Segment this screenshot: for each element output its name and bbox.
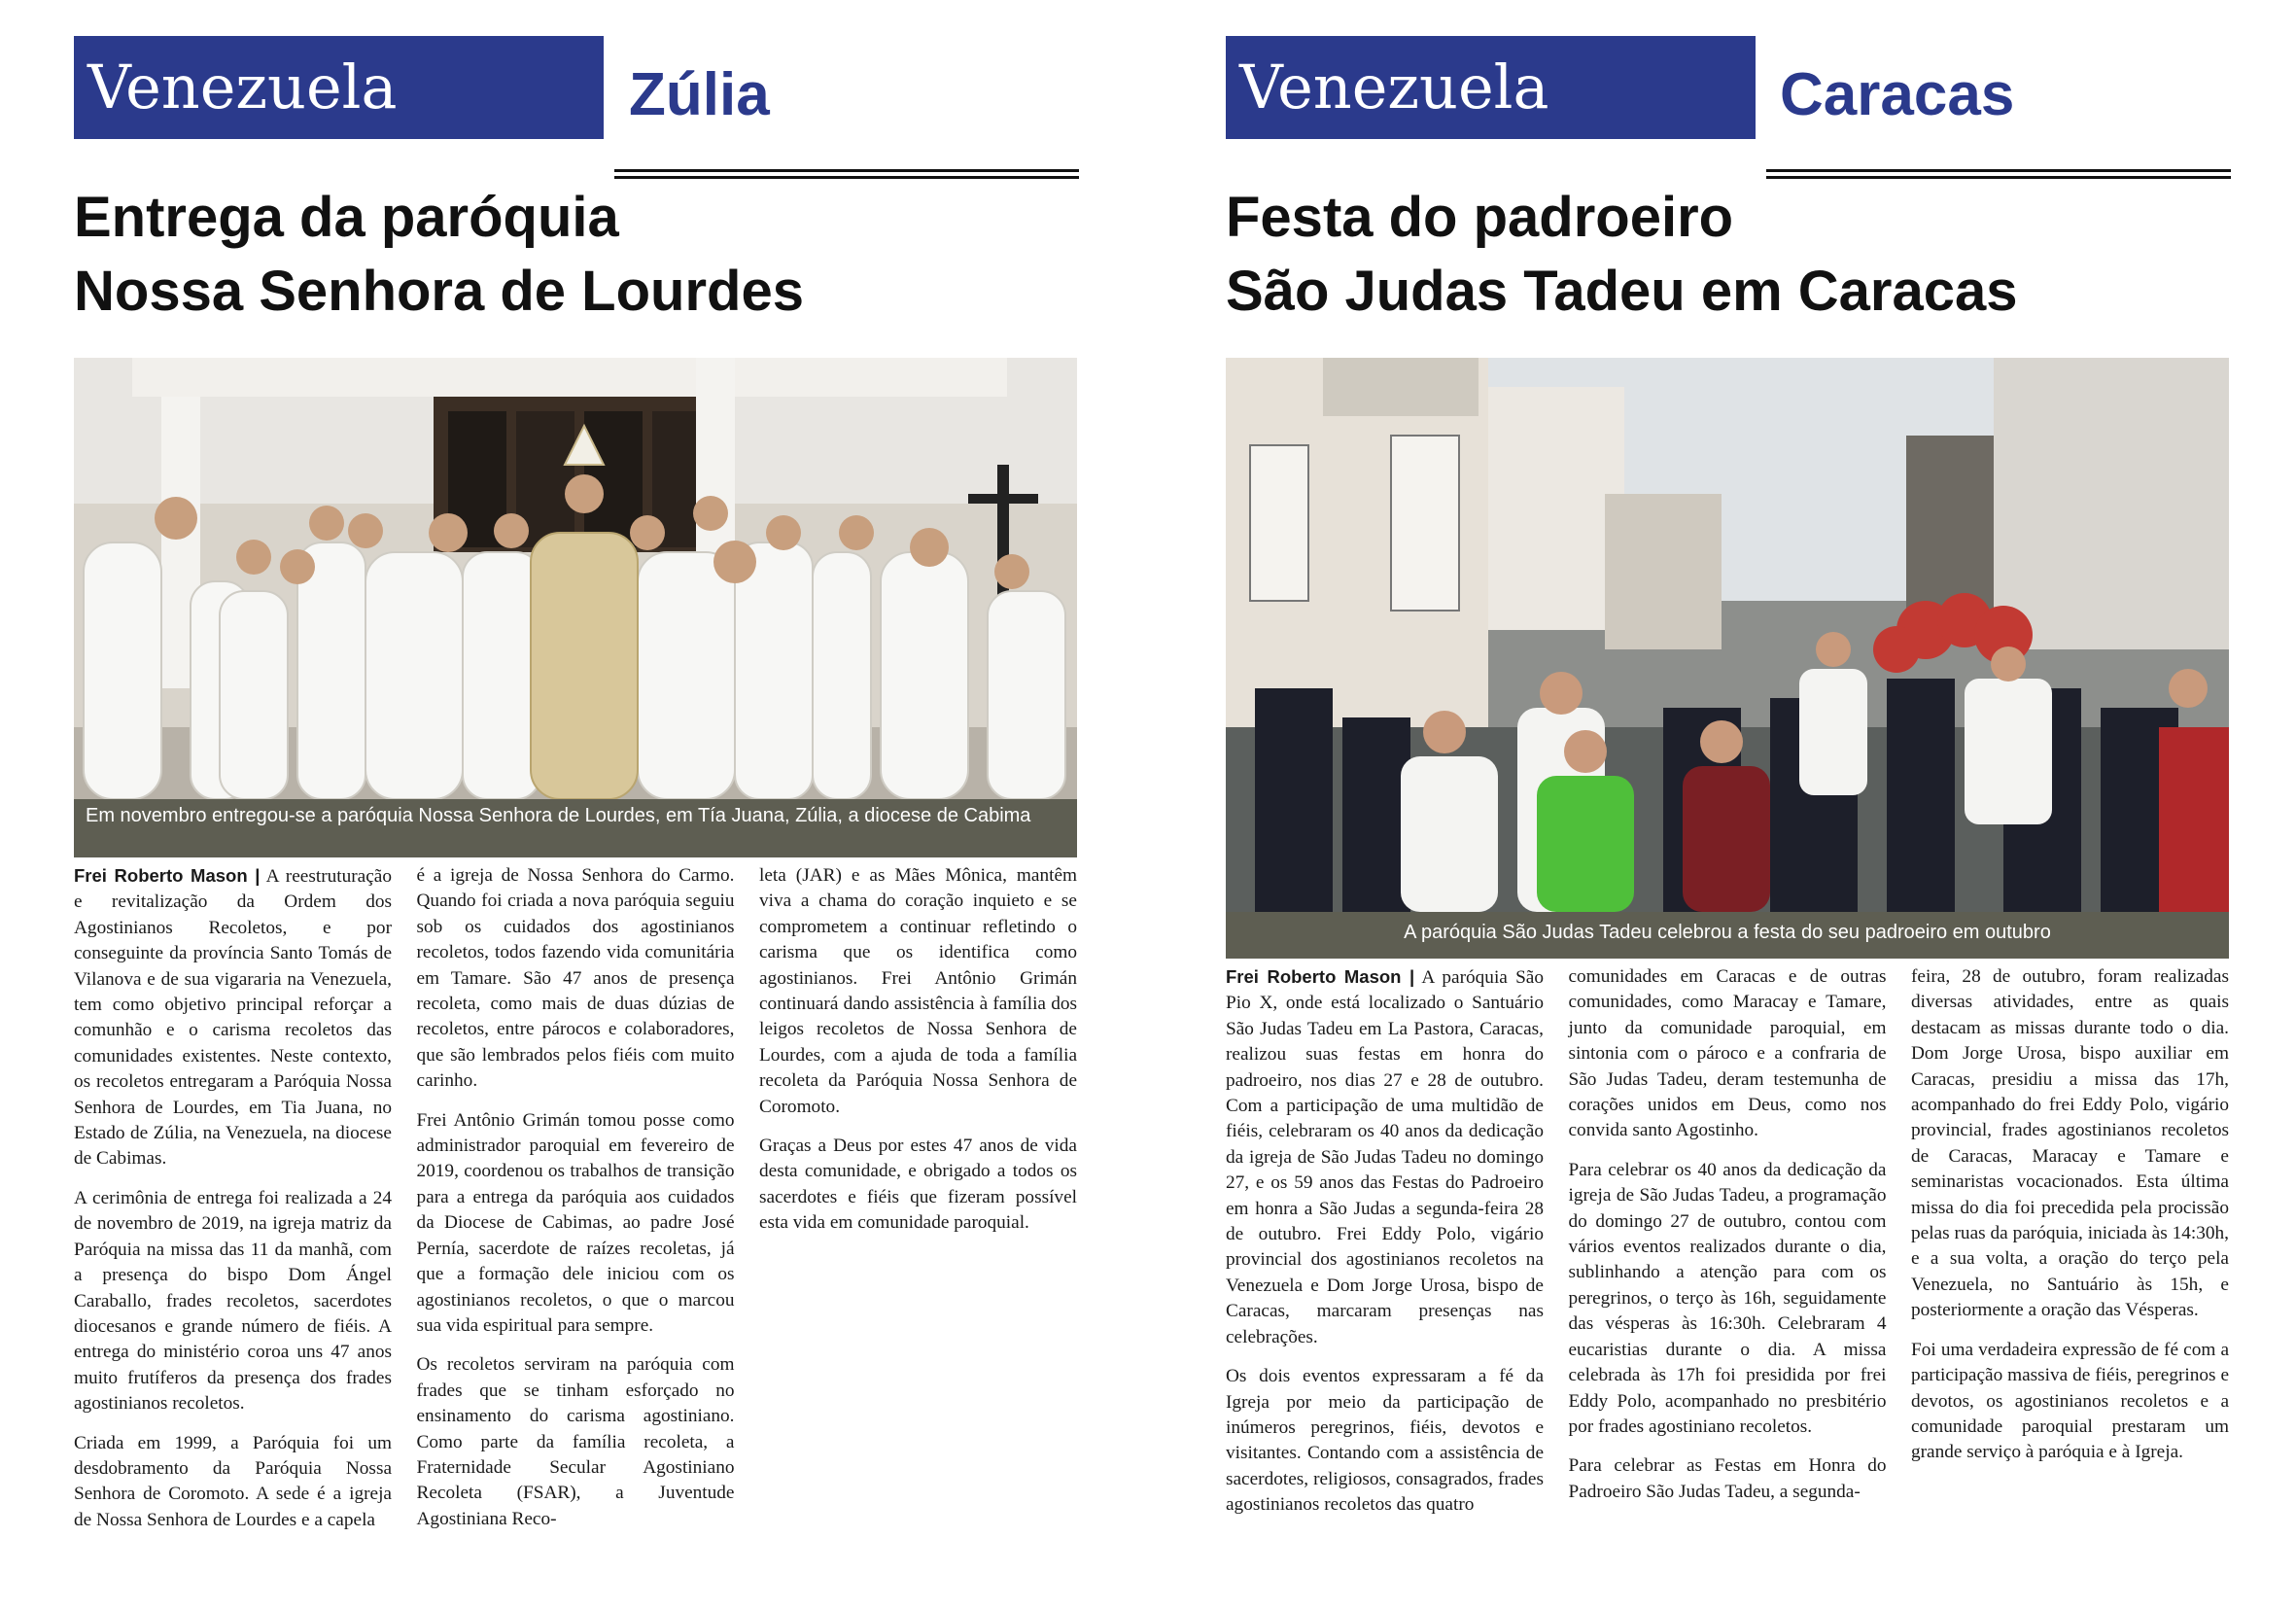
- text-column: [1569, 964, 1887, 1532]
- paragraph: comunidades em Caracas e de outras comunidades, como Maracay e Tamare, junto da comunidade paroquial, em sintonia com o pároco e a confraria de São Judas Tadeu, deram testemunha de corações unidos em Deus, como nos convida santo Agostinho.: [1568, 966, 1887, 1141]
- clergy-group-photo-icon: [74, 358, 1077, 799]
- headline-line: Nossa Senhora de Lourdes: [74, 260, 804, 323]
- header-rule: [1766, 169, 2231, 172]
- article-headline: [1226, 181, 2237, 329]
- region-title: Zúlia: [629, 61, 770, 128]
- article-body: [1226, 964, 2229, 1532]
- article-headline: [74, 181, 1085, 329]
- paragraph: Os recoletos serviram na paróquia com frades que se tinham esforçado no ensinamento do carisma agostiniano. Como parte da família recoleta, a Fraternidade Secular Agostiniano Recoleta (FSAR), a Juventude Agostiniana Reco-: [416, 1354, 735, 1529]
- article-photo: [74, 358, 1077, 799]
- article-body: [74, 863, 1077, 1547]
- paragraph: A cerimônia de entrega foi realizada a 24 de novembro de 2019, na igreja matriz da Paróquia na missa das 11 da manhã, com a presença do bispo Dom Ángel Caraballo, frades recoletos, sacerdotes diocesanos e grande número de fiéis. A entrega do ministério coroa uns 47 anos muito frutíferos da presença dos frades agostinianos recoletos.: [74, 1187, 392, 1415]
- paragraph: Para celebrar as Festas em Honra do Padroeiro São Judas Tadeu, a segunda-: [1568, 1455, 1887, 1502]
- paragraph: [1226, 964, 1544, 1350]
- text-column: [417, 863, 735, 1547]
- paragraph: Graças a Deus por estes 47 anos de vida desta comunidade, e obrigado a todos os sacerdotes e fiéis que fizeram possível esta vida em comunidade paroquial.: [759, 1136, 1077, 1234]
- country-banner: Venezuela: [1226, 36, 1756, 139]
- paragraph: Para celebrar os 40 anos da dedicação da igreja de São Judas Tadeu, a programação do domingo 27 de outubro, contou com vários eventos realizados durante o dia, sublinhando a atenção para com os peregrinos, o terço às 16h, seguidamente das vésperas às 16:30h. Celebraram 4 eucaristias durante o dia. A missa celebrada às 17h foi presidida por frei Eddy Polo, acompanhado no presbitério por frades agostiniano recoletos.: [1568, 1159, 1887, 1437]
- byline: Frei Roberto Mason |: [74, 865, 261, 886]
- procession-photo-icon: [1226, 358, 2229, 912]
- photo-caption: Em novembro entregou-se a paróquia Nossa Senhora de Lourdes, em Tía Juana, Zúlia, a diocese de Cabima: [74, 799, 1077, 857]
- photo-caption: A paróquia São Judas Tadeu celebrou a festa do seu padroeiro em outubro: [1226, 912, 2229, 959]
- text-column: [759, 863, 1077, 1547]
- paragraph-text: A paróquia São Pio X, onde está localizado o Santuário São Judas Tadeu em La Pastora, Caracas, realizou suas festas em honra do padroeiro, nos dias 27 e 28 de outubro. Com a participação de uma multidão de fiéis, celebraram os 40 anos da dedicação da igreja de São Judas Tadeu no domingo 27, e os 59 anos das Festas do Padroeiro em honra a São Judas a segunda-feira 28 de outubro. Frei Eddy Polo, vigário provincial dos agostinianos recoletos na Venezuela e Dom Jorge Urosa, bispo de Caracas, marcaram presenças nas celebrações.: [1226, 967, 1544, 1347]
- right-page: [1148, 0, 2296, 1608]
- article-photo: [1226, 358, 2229, 912]
- byline: Frei Roberto Mason |: [1226, 966, 1415, 987]
- region-title: Caracas: [1780, 61, 2015, 128]
- header-rule: [1766, 176, 2231, 179]
- text-column: [1911, 964, 2229, 1532]
- headline-line: Festa do padroeiro: [1226, 186, 1734, 249]
- header-rule: [614, 176, 1079, 179]
- paragraph: Os dois eventos expressaram a fé da Igreja por meio da participação de inúmeros peregrinos, fiéis, devotos e visitantes. Contando com a assistência de sacerdotes, religiosos, consagrados, frades agostinianos recoletos das quatro: [1226, 1366, 1544, 1516]
- header-rule: [614, 169, 1079, 172]
- text-column: [74, 863, 392, 1547]
- paragraph: [74, 863, 392, 1172]
- paragraph: é a igreja de Nossa Senhora do Carmo. Quando foi criada a nova paróquia seguiu sob os cuidados dos agostinianos recoletos, todos fazendo vida comunitária em Tamare. São 47 anos de presença recoleta, como mais de duas dúzias de recoletos, entre párocos e colaboradores, que são lembrados pelos fiéis com muito carinho.: [416, 865, 735, 1092]
- headline-line: Entrega da paróquia: [74, 186, 619, 249]
- paragraph: Foi uma verdadeira expressão de fé com a participação massiva de fiéis, peregrinos e devotos, os agostinianos recoletos e a comunidade paroquial prestaram um grande serviço à paróquia e à Igreja.: [1911, 1339, 2229, 1463]
- paragraph-text: A reestruturação e revitalização da Ordem dos Agostinianos Recoletos, e por conseguinte da província Santo Tomás de Vilanova e de sua vigararia na Venezuela, tem como objetivo principal reforçar a comunhão e o carisma recoletos das comunidades existentes. Neste contexto, os recoletos entregaram a Paróquia Nossa Senhora de Lourdes, em Tia Juana, no Estado de Zúlia, na Venezuela, na diocese de Cabimas.: [74, 866, 392, 1170]
- paragraph: leta (JAR) e as Mães Mônica, mantêm viva a chama do coração inquieto e se comprometem a continuar refletindo o carisma que os identifica como agostinianos. Frei Antônio Grimán continuará dando assistência à família dos leigos recoletos de Nossa Senhora de Lourdes, com a ajuda de toda a família recoleta da Paróquia Nossa Senhora de Coromoto.: [759, 865, 1077, 1117]
- headline-line: São Judas Tadeu em Caracas: [1226, 260, 2018, 323]
- paragraph: Criada em 1999, a Paróquia foi um desdobramento da Paróquia Nossa Senhora de Coromoto. A sede é a igreja de Nossa Senhora de Lourdes e a capela: [74, 1432, 392, 1530]
- paragraph: feira, 28 de outubro, foram realizadas diversas atividades, entre as quais destacam as missas durante todo o dia. Dom Jorge Urosa, bispo auxiliar em Caracas, presidiu a missa das 17h, acompanhado do frei Eddy Polo, vigário provincial, frades agostinianos recoletos de Caracas, Maracay e Tamare e seminaristas vocacionados. Esta última missa do dia foi precedida pela procissão pelas ruas da paróquia, iniciada às 14:30h, e a sua volta, a oração do terço pela Venezuela, no Santuário às 15h, e posteriormente a oração das Vésperas.: [1911, 966, 2229, 1321]
- text-column: [1226, 964, 1544, 1532]
- country-banner: Venezuela: [74, 36, 604, 139]
- paragraph: Frei Antônio Grimán tomou posse como administrador paroquial em fevereiro de 2019, coordenou os trabalhos de transição para a entrega da paróquia aos cuidados da Diocese de Cabimas, ao padre José Pernía, sacerdote de raízes recoletas, já que a formação dele iniciou com os agostinianos recoletos, o que o marcou sua vida espiritual para sempre.: [416, 1109, 735, 1336]
